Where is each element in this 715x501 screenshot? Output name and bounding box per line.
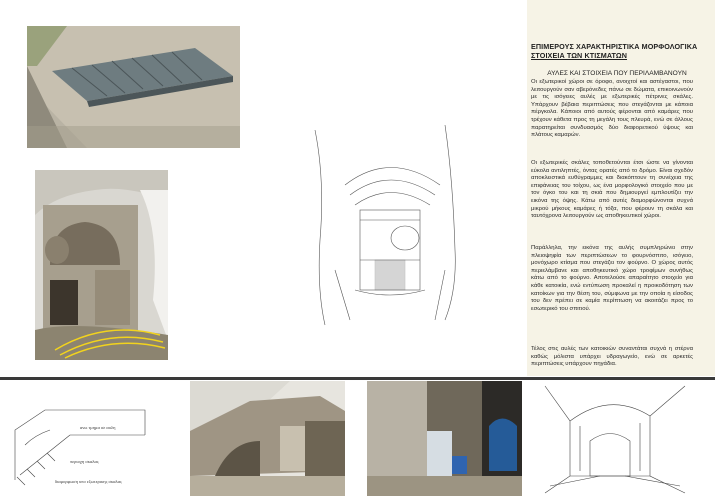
horizontal-divider bbox=[0, 377, 715, 380]
sketch-note-2: περιοχη σκαλας bbox=[70, 459, 99, 464]
paragraph-2: Οι εξωτερικές σκάλες τοποθετούνται έτσι ώστε να γίνονται εύκολα αντιληπτές, όντας ορατές από το δρόμο. Είναι σχεδόν αποκλειστικά ευθύγραμμες και διακόπτουν τη συνέχεια της επιφάνειας του τοίχου, ως ένα μορφολογικό στοιχείο που με τον όγκο του και τη σκιά που δημιουργεί εμπλουτίζει την εικόνα της όψης. Κάτω από αυτές διαμορφώνονται συχνά μικρού μήκους καμάρες ή τόξα, που φέρουν τη σκάλα και ταυτόχρονα λειτουργούν ως αποθηκευτικοί χώροι. bbox=[531, 160, 693, 220]
heading-line2: ΣΤΟΙΧΕΙΑ ΤΩΝ ΚΤΙΣΜΑΤΩΝ bbox=[531, 51, 628, 60]
photo-cistern-cover bbox=[27, 26, 240, 148]
photo-arched-storage bbox=[190, 381, 345, 496]
photo-oven-niche bbox=[35, 170, 168, 360]
heading-line1: ΕΠΙΜΕΡΟΥΣ ΧΑΡΑΚΤΗΡΙΣΤΙΚΑ ΜΟΡΦΟΛΟΓΙΚΑ bbox=[531, 42, 698, 51]
section-subheading: ΑΥΛΕΣ ΚΑΙ ΣΤΟΙΧΕΙΑ ΠΟΥ ΠΕΡΙΛΑΜΒΑΝΟΥΝ bbox=[547, 70, 687, 77]
page-heading bbox=[531, 42, 703, 60]
paragraph-1: Οι εξωτερικοί χώροι σε όροφο, ανοιχτοί και αστέγαστοι, που λειτουργούν σαν αβερόνεδες πάνω σε δώματα, επικοινωνούν με τις ισόγειες αυλές με εξωτερικές πέτρινες σκάλες. Υπάρχουν βέβαια περιπτώσεις που στεγάζονται με κάποια πέργκολα. Κάποιοι από αυτούς φέρονται από καμάρες που τρέχουν κάθετα προς τη μεγάλη τους πλευρά, ενώ σε άλλους παρατηρείται συνδυασμός δύο διαφορετικού ύψους και πλάτους καμαρών. bbox=[531, 79, 693, 139]
sketch-alley bbox=[540, 381, 690, 496]
sketch-stair bbox=[5, 385, 185, 495]
sketch-oven-drawing bbox=[295, 120, 475, 330]
sketch-note-1: ανω τμημα σε αυλη bbox=[80, 425, 116, 430]
paragraph-4: Τέλος στις αυλές των κατοικιών συναντάται συχνά η στέρνα καθώς μόλιστα υπάρχει υδραγωγείο, ενώ σε αρκετές περιπτώσεις υπάρχουν πηγάδια. bbox=[531, 346, 693, 368]
paragraph-3: Παράλληλα, την εικόνα της αυλής συμπληρώνει στην πλειοψηφία των περιπτώσεων το φουρνόσπιτο, ισόγειο, μονόχωρο κτίσμα που στεγάζει τον φούρνο. Ο χώρος αυτός περιελάμβανε και αποθηκευτικό χώρο τροφίμων συνήθως κάτω από το φούρνο. Αποτελούσε απαραίτητο στοιχείο για κάθε κατοικία, ενώ εντύπωση προκαλεί η προικοδότηση των κατοίκων για την θέση του, σύμφωνα με την οποία η είσοδος του δεν πρέπει σε καμία περίπτωση να ακοιτάζει προς το εσωτερικό του σπιτιού. bbox=[531, 245, 693, 312]
photo-courtyard-door bbox=[367, 381, 522, 496]
sketch-note-3: διαμορφωση υπο εξωτερικης σκαλας bbox=[55, 479, 122, 484]
